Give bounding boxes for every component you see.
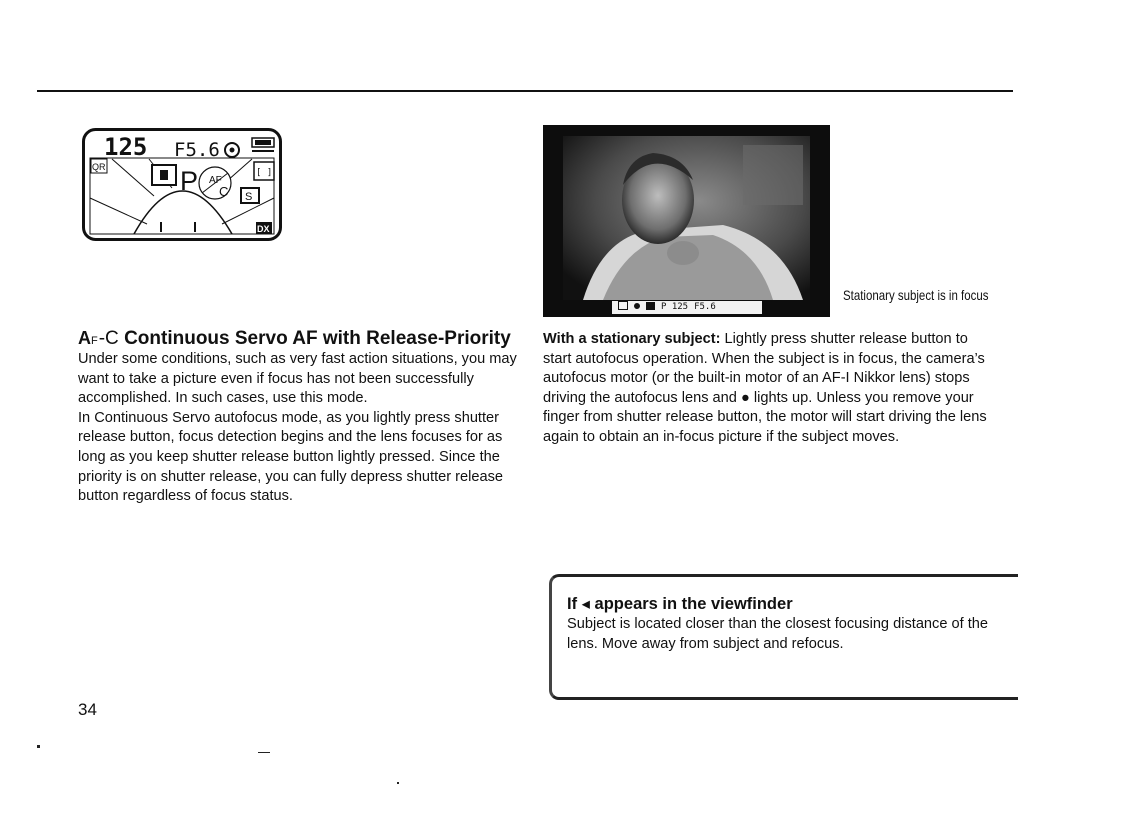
right-text-before-dot: Lightly press shutter release button to start autofocus operation. When the subject is in focus, the camera’s autofocus motor (or the built-in motor of an AF-I Nikkor lens) stops driving the autofocus lens and <box>543 331 985 406</box>
scan-speck <box>37 745 40 748</box>
focus-frame-icon <box>618 301 628 310</box>
scan-speck <box>397 782 399 784</box>
viewfinder-info-bar <box>612 301 762 314</box>
heading-af-f: F <box>91 335 99 347</box>
header-rule <box>37 90 1013 92</box>
right-lead: With a stationary subject: <box>543 331 721 347</box>
lcd-af-c: C <box>219 184 229 199</box>
left-paragraph: In Continuous Servo autofocus mode, as you lightly press shutter release button, focus detection begins and the lens focuses for as long as you keep shutter release button lightly pressed. Since the priority is on shutter release, you can fully depress shutter release button regardless of focus status. <box>78 409 504 505</box>
viewfinder-aperture: F5.6 <box>694 302 716 312</box>
viewfinder-photo <box>543 125 830 317</box>
lcd-shutter: 125 <box>104 133 148 161</box>
note-text: Subject is located closer than the closest focusing distance of the lens. Move away from subject and refocus. <box>567 616 989 652</box>
lcd-aperture: F5.6 <box>174 139 220 161</box>
note-title-suffix: appears in the viewfinder <box>589 595 793 613</box>
left-body-text <box>78 350 523 507</box>
in-focus-dot-icon <box>634 303 640 309</box>
in-focus-dot-symbol: ● <box>740 389 750 406</box>
section-heading <box>78 328 528 350</box>
note-title <box>567 594 793 614</box>
lcd-qr: QR <box>92 162 106 172</box>
page-number: 34 <box>78 700 97 719</box>
note-title-prefix: If <box>567 595 582 613</box>
scan-speck <box>258 752 270 753</box>
lcd-bracket: [ ] <box>256 168 273 178</box>
right-text-after-dot: lights up. Unless you remove your finger from shutter release button, the motor will start driving the lens again to obtain an in-focus picture if the subject moves. <box>543 389 987 445</box>
heading-title: Continuous Servo AF with Release-Priority <box>118 328 511 349</box>
note-box <box>549 574 1018 700</box>
lcd-af: AF <box>209 175 222 186</box>
metering-icon <box>646 302 655 310</box>
viewfinder-shutter: P 125 <box>661 302 689 312</box>
lcd-mode: P <box>180 166 199 196</box>
focus-arrow-icon: ◂ <box>581 595 590 613</box>
lcd-panel-illustration <box>82 128 282 241</box>
photo-caption: Stationary subject is in focus <box>843 287 989 303</box>
right-body-text <box>543 330 988 448</box>
left-paragraph: Under some conditions, such as very fast action situations, you may want to take a picture even if focus has not been successfully accomplished. In such cases, use this mode. <box>78 351 517 407</box>
heading-af-c: -C <box>98 328 119 349</box>
heading-af-a: A <box>78 328 91 348</box>
lcd-dx: DX <box>257 224 270 234</box>
lcd-s: S <box>245 191 253 203</box>
